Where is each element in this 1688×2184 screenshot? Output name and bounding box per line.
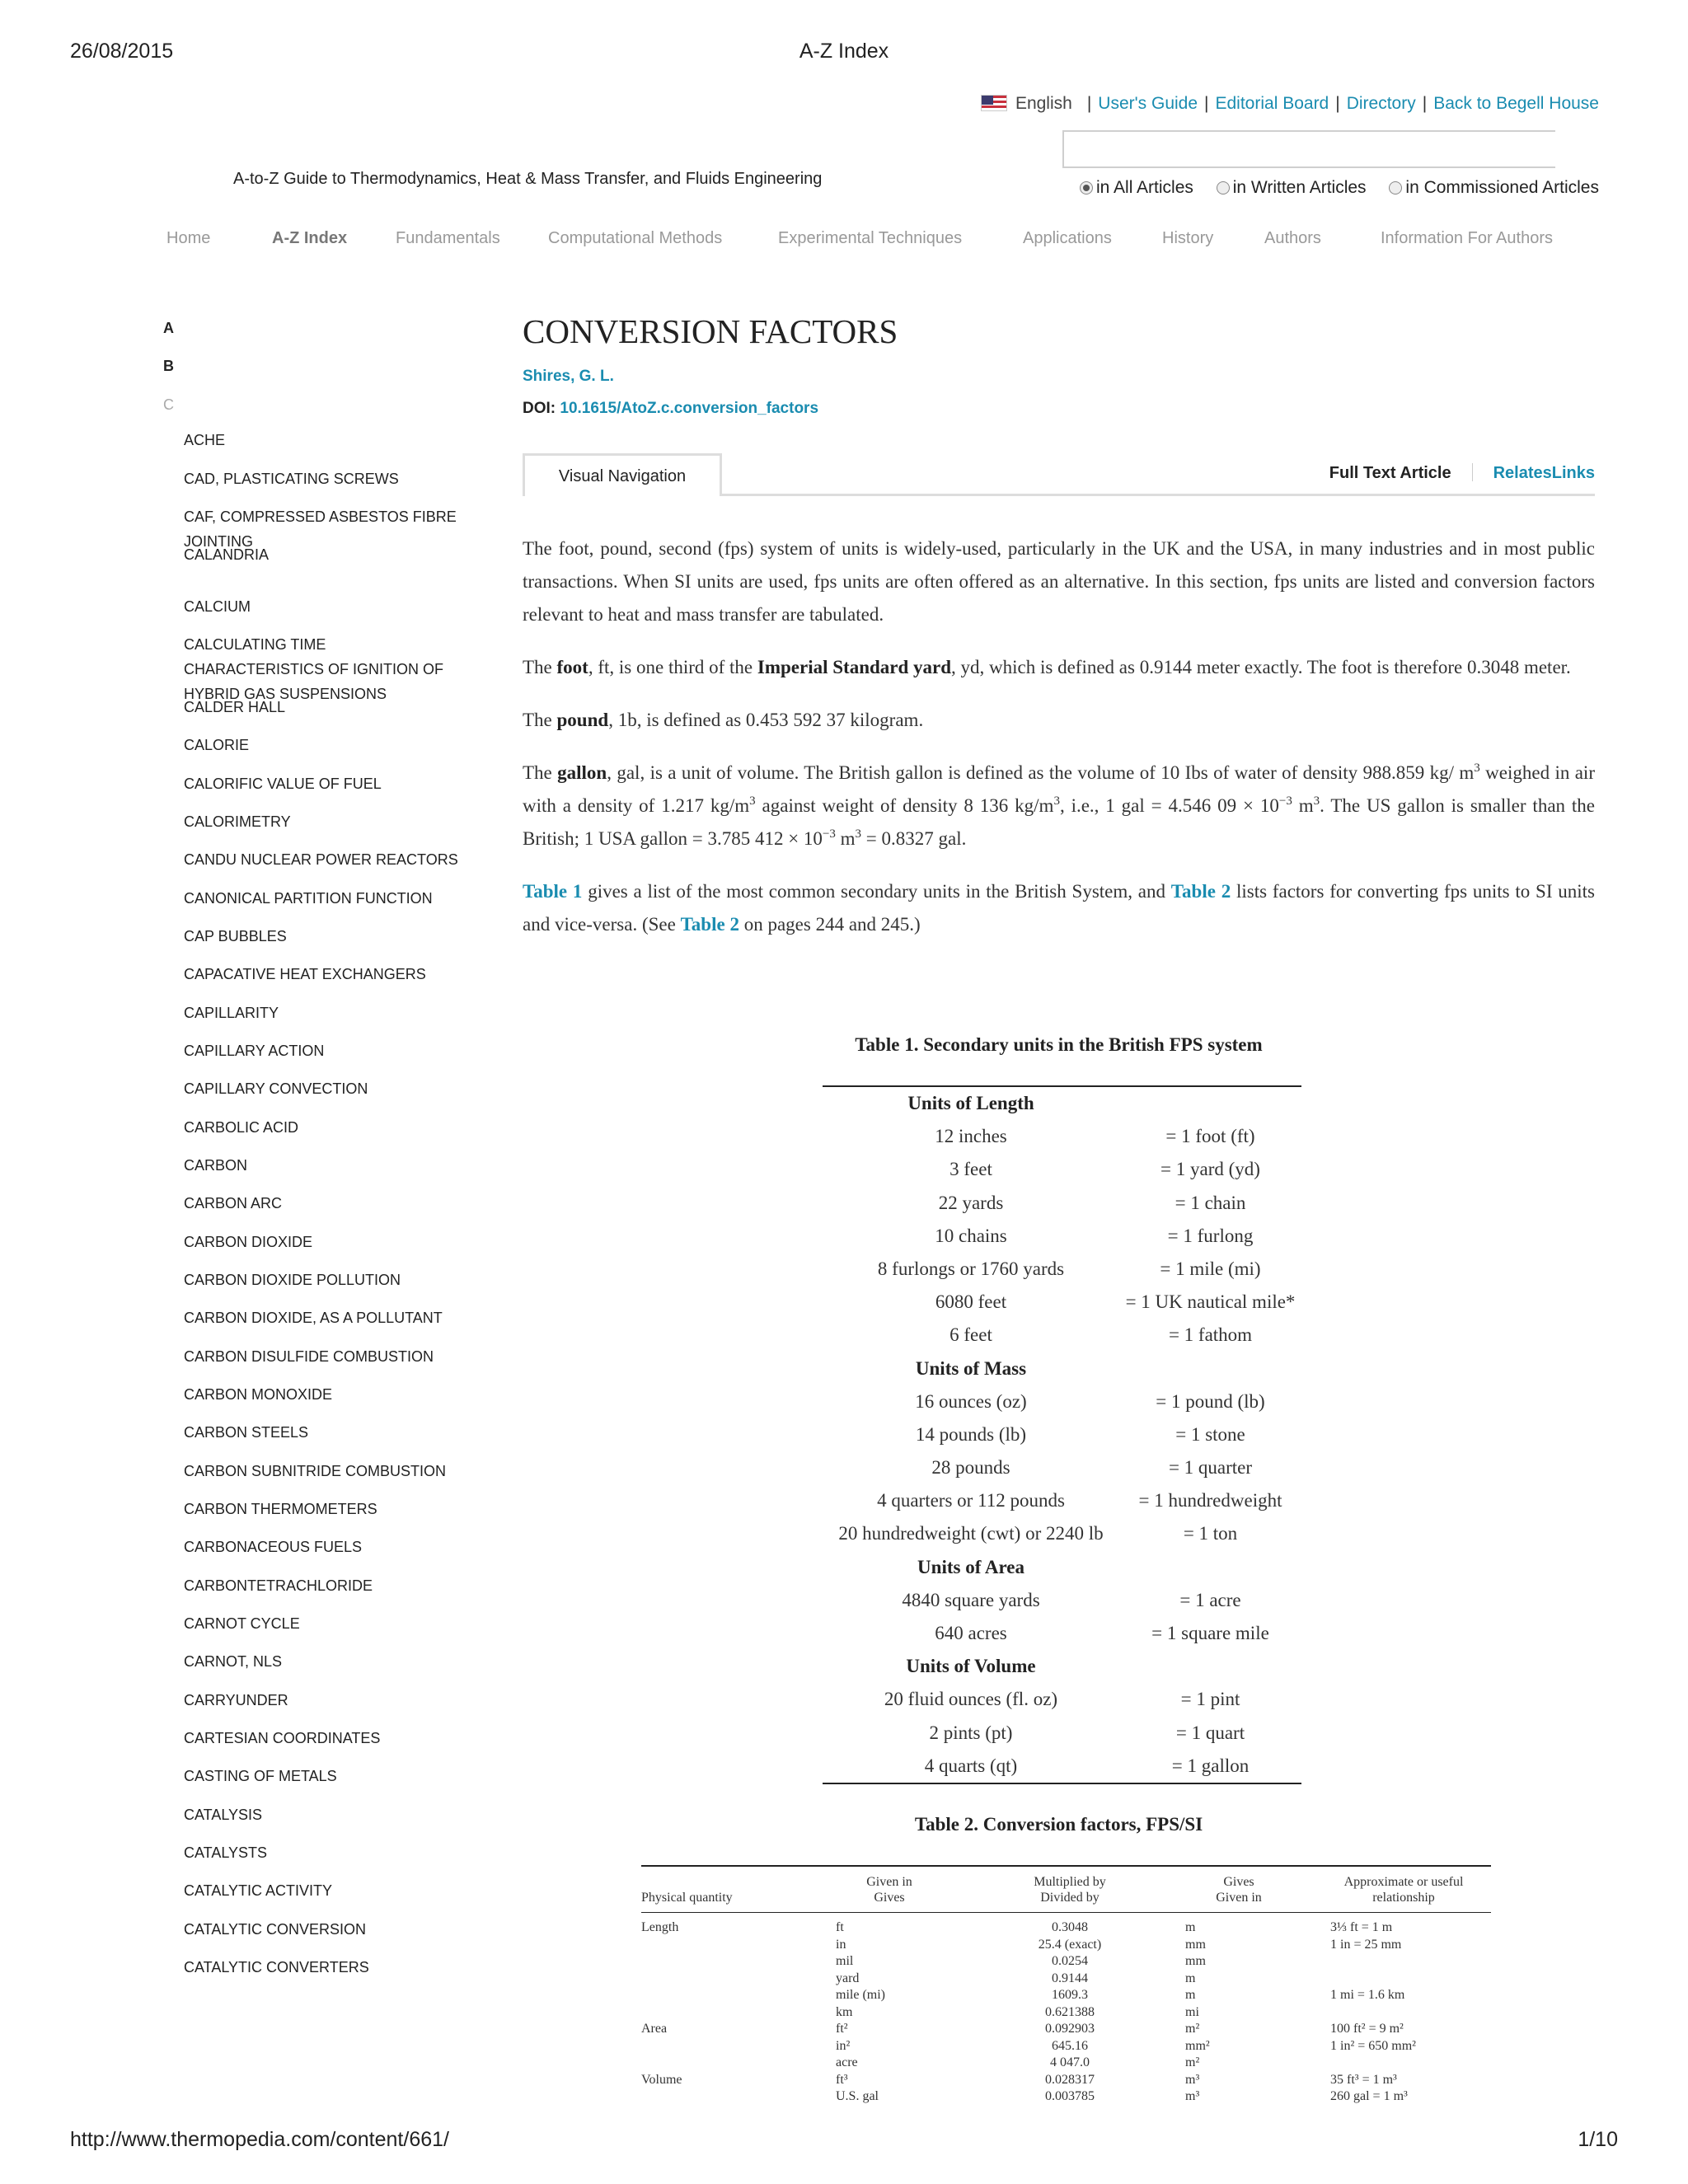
sidebar-item[interactable]: CATALYTIC CONVERTERS [184,1959,369,1975]
sidebar-item[interactable]: CARBON DISULFIDE COMBUSTION [184,1348,434,1365]
language-link[interactable]: English [1015,94,1072,113]
sidebar-item[interactable]: CARTESIAN COORDINATES [184,1730,381,1746]
table1-section-header: Units of Volume [906,1656,1036,1677]
table2-row: in² 645.16 mm² 1 in² = 650 mm² [836,2038,1416,2053]
nav-applications[interactable]: Applications [1023,229,1112,247]
sidebar-letter-a[interactable]: A [163,320,174,336]
article-body [523,532,1595,961]
scope-written-option[interactable]: in Written Articles [1217,178,1367,198]
radio-selected-icon[interactable] [1080,181,1093,194]
print-header [0,40,1688,73]
us-flag-icon[interactable] [981,95,1007,111]
sidebar-item[interactable]: CARBON STEELS [184,1424,309,1441]
article [523,312,1596,2103]
print-date: 26/08/2015 [70,40,174,63]
table2-header [641,1865,1491,1913]
sidebar-item[interactable]: CAPILLARITY [184,1005,279,1021]
table1-row: 4840 square yards = 1 acre [902,1589,1241,1610]
table1-section-header: Units of Length [907,1093,1034,1113]
sidebar-item[interactable]: CALCIUM [184,598,251,615]
sidebar-letter-b[interactable]: B [163,358,174,374]
table2-row: U.S. gal 0.003785 m³ 260 gal = 1 m³ [836,2089,1408,2103]
table2-caption: Table 2. Conversion factors, FPS/SI [914,1814,1203,1835]
table2 [641,1865,1491,2106]
sidebar-item[interactable]: CARBON THERMOMETERS [184,1501,377,1517]
sidebar-item[interactable]: CARBON ARC [184,1195,283,1212]
editorial-board-link[interactable]: Editorial Board [1215,94,1329,113]
radio-icon[interactable] [1217,181,1230,194]
table1-row: 4 quarts (qt) = 1 gallon [924,1755,1250,1776]
sidebar-item[interactable]: CATALYTIC CONVERSION [184,1921,367,1938]
table1-row: 6 feet = 1 fathom [950,1324,1253,1346]
search-input[interactable] [1062,130,1555,168]
author-link[interactable]: Shires, G. L. [523,368,614,385]
nav-home[interactable]: Home [166,229,211,247]
paragraph: The foot, ft, is one third of the Imperial Standard yard, yd, which is defined as 0.9144 meter exactly. The foot is therefore 0.3048 meter. [523,657,1571,677]
table1-link[interactable]: Table 1 [523,881,583,902]
scope-commissioned-option[interactable]: in Commissioned Articles [1389,178,1599,198]
sidebar-item[interactable]: CATALYTIC ACTIVITY [184,1882,333,1899]
table2-row: Volume ft³ 0.028317 m³ 35 ft³ = 1 m³ [641,2072,1397,2087]
sidebar-item[interactable]: CAPACATIVE HEAT EXCHANGERS [184,966,426,982]
sidebar-item[interactable]: CARNOT, NLS [184,1653,283,1670]
sidebar-item[interactable]: CARBON DIOXIDE, AS A POLLUTANT [184,1310,443,1326]
table1-row: 10 chains = 1 furlong [935,1225,1254,1246]
table2-row: acre 4 047.0 m² [836,2055,1200,2069]
table1-row: 640 acres = 1 square mile [935,1623,1269,1643]
doi: DOI: 10.1615/AtoZ.c.conversion_factors [523,400,819,417]
doi-link[interactable]: 10.1615/AtoZ.c.conversion_factors [560,400,819,417]
table2-link[interactable]: Table 2 [1170,881,1231,902]
sidebar-item[interactable]: CAD, PLASTICATING SCREWS [184,471,399,487]
paragraph: Table 1 gives a list of the most common secondary units in the British System, and Table 2 lists factors for converting fps units to SI units and vice-versa. (See Table 2 on pages 244 and 245.) [523,881,1595,935]
sidebar-item[interactable]: CALDER HALL [184,699,286,715]
nav-az-index[interactable]: A-Z Index [272,229,348,247]
radio-icon[interactable] [1389,181,1402,194]
sidebar-item[interactable]: CARNOT CYCLE [184,1615,300,1632]
tab-relates-links[interactable]: RelatesLinks [1493,464,1595,482]
sidebar-item[interactable]: CALORIMETRY [184,813,291,830]
col-physical-quantity: Physical quantity [641,1891,733,1905]
sidebar-item[interactable]: CATALYSIS [184,1807,263,1823]
print-page-number: 1/10 [1578,2128,1618,2151]
tab-visual-navigation[interactable]: Visual Navigation [523,453,722,496]
table2-row: Area ft² 0.092903 m² 100 ft² = 9 m² [641,2022,1404,2036]
sidebar-letter-c[interactable]: C [163,396,174,413]
sidebar-item[interactable]: CAF, COMPRESSED ASBESTOS FIBRE JOINTING [184,509,457,550]
sidebar-item[interactable]: CARBON DIOXIDE [184,1234,313,1250]
col-gives: Gives Given in [1216,1875,1262,1905]
main-nav [0,229,1688,254]
table2-link[interactable]: Table 2 [680,914,739,935]
print-url: http://www.thermopedia.com/content/661/ [70,2128,449,2151]
nav-fundamentals[interactable]: Fundamentals [396,229,500,247]
table1-row: 6080 feet = 1 UK nautical mile* [935,1291,1296,1313]
table1-row: 14 pounds (lb) = 1 stone [915,1423,1245,1445]
table1-section-header: Units of Area [917,1556,1025,1577]
table1-row: 22 yards = 1 chain [938,1192,1246,1213]
nav-computational-methods[interactable]: Computational Methods [548,229,723,247]
col-multiplied-by: Multiplied by Divided by [1034,1875,1106,1905]
sidebar-item[interactable]: CARBON DIOXIDE POLLUTION [184,1272,401,1288]
sidebar-item[interactable]: CARBON SUBNITRIDE COMBUSTION [184,1463,447,1479]
table1-row: 16 ounces (oz) = 1 pound (lb) [915,1390,1265,1412]
table2-row: in 25.4 (exact) mm 1 in = 25 mm [836,1937,1402,1952]
back-to-begell-link[interactable]: Back to Begell House [1433,94,1599,113]
nav-information-for-authors[interactable]: Information For Authors [1381,229,1553,247]
sidebar-item[interactable]: CALORIFIC VALUE OF FUEL [184,776,382,792]
table1-section-header: Units of Mass [915,1357,1027,1379]
table1 [823,1085,1301,1784]
table1-row: 20 fluid ounces (fl. oz) = 1 pint [884,1689,1240,1710]
sidebar-item[interactable]: CAP BUBBLES [184,928,287,944]
sidebar-item[interactable]: CANONICAL PARTITION FUNCTION [184,890,433,907]
users-guide-link[interactable]: User's Guide [1098,94,1198,113]
search-scope [1062,178,1599,198]
nav-authors[interactable]: Authors [1264,229,1321,247]
table1-row: 4 quarters or 112 pounds = 1 hundredweight [877,1490,1282,1511]
sidebar-item[interactable]: ACHE [184,432,226,448]
nav-experimental-techniques[interactable]: Experimental Techniques [778,229,963,247]
table2-row: km 0.621388 mi [836,2004,1199,2019]
sidebar-item[interactable]: CASTING OF METALS [184,1768,337,1784]
article-tabs [523,453,1595,496]
article-title: CONVERSION FACTORS [523,312,898,350]
sidebar-item[interactable]: CARBON MONOXIDE [184,1386,333,1403]
sidebar-item[interactable]: CARRYUNDER [184,1692,288,1708]
top-links: English | User's Guide | Editorial Board | Directory | Back to Begell House [981,94,1599,114]
print-title: A-Z Index [799,40,889,63]
sidebar-item[interactable]: CARBONACEOUS FUELS [184,1539,363,1555]
sidebar-item[interactable]: CARBOLIC ACID [184,1119,299,1136]
table1-row: 2 pints (pt) = 1 quart [929,1722,1245,1743]
table2-body [641,1913,1491,2106]
table2-row: Length ft 0.3048 m 3⅓ ft = 1 m [641,1920,1393,1934]
sidebar-item[interactable]: CARBONTETRACHLORIDE [184,1577,373,1594]
col-approx: Approximate or useful relationship [1343,1875,1464,1905]
sidebar-item[interactable]: CALANDRIA [184,546,270,563]
table1-row: 12 inches = 1 foot (ft) [935,1126,1255,1147]
sidebar-item[interactable]: CARBON [184,1157,248,1174]
table1-row: 8 furlongs or 1760 yards = 1 mile (mi) [877,1258,1261,1279]
site-tagline: A-to-Z Guide to Thermodynamics, Heat & Mass Transfer, and Fluids Engineering [233,170,823,188]
sidebar-item[interactable]: CALCULATING TIME CHARACTERISTICS OF IGNITION OF HYBRID GAS SUSPENSIONS [184,636,444,702]
table1-row: 3 feet = 1 yard (yd) [950,1159,1260,1180]
sidebar-item[interactable]: CATALYSTS [184,1844,268,1861]
sidebar-item[interactable]: CANDU NUCLEAR POWER REACTORS [184,851,458,868]
nav-history[interactable]: History [1162,229,1214,247]
col-given-in: Given in Gives [866,1875,912,1905]
table2-row: mile (mi) 1609.3 m 1 mi = 1.6 km [836,1988,1405,2002]
scope-all-option[interactable]: in All Articles [1080,178,1193,198]
paragraph: The gallon, gal, is a unit of volume. The British gallon is defined as the volume of 10 Ibs of water of density 988.859 kg/ $m^3$ weighed in air with a density of 1.217 $kg/m^3$ against weight of density 8 136 $kg/m^3$, i.e., 1 gal = 4.546 $09 \times 10^{-3}$ $m^3$. The US gallon is smaller than the British; 1 USA gallon = 3.785 $412 \times 10^{-3}$ $m^3 = 0.8327$ gal. [523,762,1596,849]
table2-row: mil 0.0254 mm [836,1954,1206,1968]
paragraph: The pound, 1b, is defined as 0.453 592 37 kilogram. [523,710,924,730]
table1-row: 20 hundredweight (cwt) or 2240 lb = 1 ton [838,1523,1238,1544]
sidebar-item[interactable]: CALORIE [184,737,250,753]
tab-full-text[interactable]: Full Text Article [1329,464,1451,482]
sidebar-item[interactable]: CAPILLARY CONVECTION [184,1080,368,1097]
directory-link[interactable]: Directory [1346,94,1416,113]
table2-row: yard 0.9144 m [836,1971,1196,1985]
table1-caption: Table 1. Secondary units in the British FPS system [855,1034,1263,1055]
paragraph: The foot, pound, second (fps) system of units is widely-used, particularly in the UK and the USA, in many industries and in most public transactions. When SI units are used, fps units are often offered as an alternative. In this section, fps units are listed and conversion factors relevant to heat and mass transfer are tabulated. [523,538,1595,625]
sidebar-item[interactable]: CAPILLARY ACTION [184,1043,325,1059]
table1-row: 28 pounds = 1 quarter [931,1457,1253,1479]
